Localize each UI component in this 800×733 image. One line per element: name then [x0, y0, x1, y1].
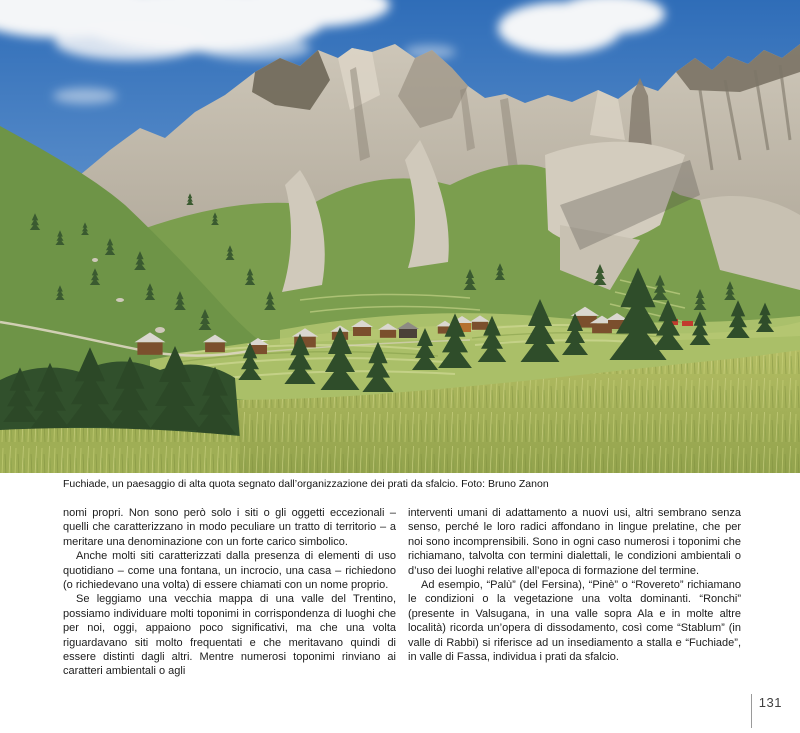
photo-caption: Fuchiade, un paesaggio di alta quota segnato dall’organizzazione dei prati da sfalcio. Foto: Bruno Zanon [63, 478, 549, 490]
text-column-left [63, 506, 396, 679]
page-number-rule [751, 694, 752, 728]
paragraph: nomi propri. Non sono però solo i siti o gli oggetti eccezionali – quelli che caratterizzano in modo peculiare un tratto di territorio – a meritare una denominazione con un forte carico simbolico. [63, 507, 396, 548]
text-column-right [408, 506, 741, 679]
paragraph: interventi umani di adattamento a nuovi usi, altri sembrano senza senso, perché le loro radici affondano in lingue prelatine, che per noi sono incomprensibili. Sono in ogni caso numerosi i toponimi che richiamano, talvolta con termini dialettali, le condizioni ambientali o d’uso dei luoghi relative all’epoca di formazione del termine. [408, 507, 741, 577]
article-body [63, 506, 741, 679]
paragraph: Se leggiamo una vecchia mappa di una valle del Trentino, possiamo individuare molti toponimi in corrispondenza di luoghi che per noi, oggi, appaiono poco significativi, ma che una volta riguardavano siti molto frequentati e che meritavano quindi di essere distinti dagli altri. Mentre numerosi toponimi rinviano ai caratteri ambientali o agli [63, 593, 396, 678]
page-number: 131 [758, 695, 782, 710]
page-number-block [751, 694, 782, 728]
paragraph: Anche molti siti caratterizzati dalla presenza di elementi di uso quotidiano – come una fontana, un incrocio, una casa – richiedono (o richiedevano una volta) di essere chiamati con un nome proprio. [63, 550, 396, 592]
paragraph: Ad esempio, “Palù” (del Fersina), “Pinè” o “Rovereto” richiamano le condizioni o la vegetazione una volta dominanti. “Ronchi” (presente in Valsugana, in una valle sopra Ala e in molte altre località) ricorda un’opera di dissodamento, così come “Stablum” (in valle di Rabbi) si riferisce ad un insediamento a stalla e “Fuchiade”, in valle di Fassa, individua i prati da sfalcio. [408, 579, 741, 664]
